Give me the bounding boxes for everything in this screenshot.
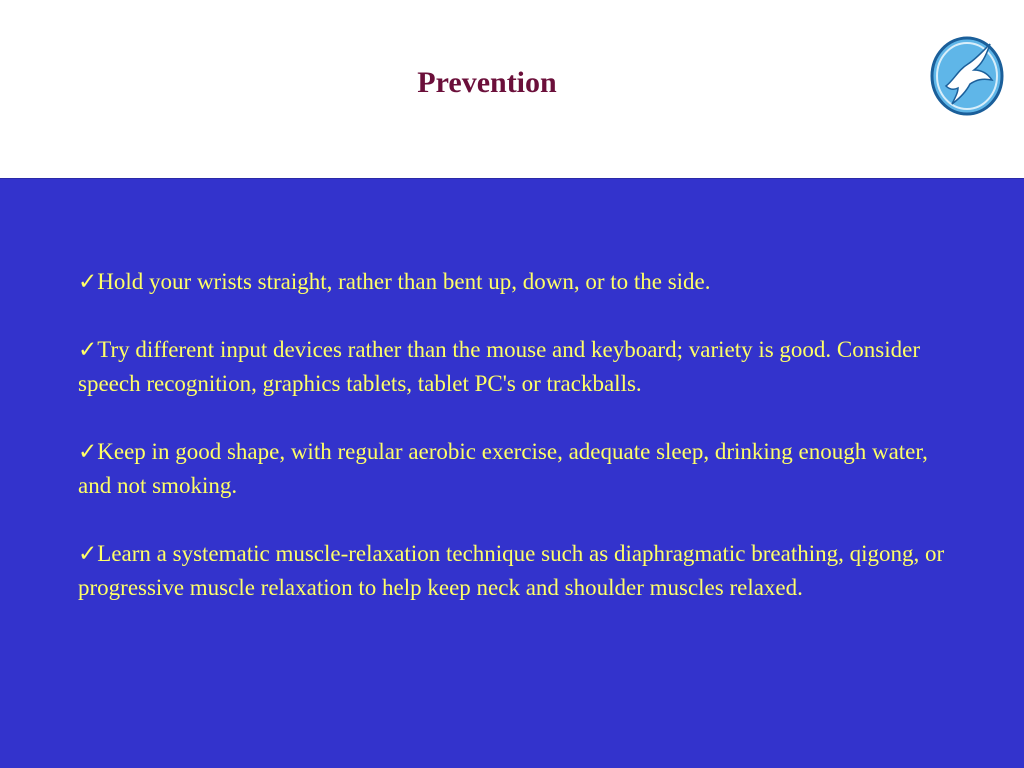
bullet-text: Try different input devices rather than the mouse and keyboard; variety is good. Consider speech recognition, graphics tablets, tablet PC's or trackballs. — [78, 337, 920, 396]
content-panel — [0, 178, 1024, 768]
checkmark-icon: ✓ — [78, 269, 98, 294]
bullet-text: Hold your wrists straight, rather than bent up, down, or to the side. — [97, 269, 711, 294]
bullet-item — [78, 265, 958, 299]
checkmark-icon: ✓ — [78, 439, 98, 464]
slide-header — [0, 0, 1024, 178]
bullet-item — [78, 435, 958, 503]
checkmark-icon: ✓ — [78, 337, 98, 362]
checkmark-icon: ✓ — [78, 541, 98, 566]
bullet-list — [78, 265, 958, 639]
slide-title: Prevention — [417, 66, 557, 99]
bullet-text: Keep in good shape, with regular aerobic exercise, adequate sleep, drinking enough water, and not smoking. — [78, 439, 928, 498]
bullet-item — [78, 333, 958, 401]
bullet-item — [78, 537, 958, 605]
dove-logo-icon — [928, 34, 1006, 118]
bullet-text: Learn a systematic muscle-relaxation technique such as diaphragmatic breathing, qigong, or progressive muscle relaxation to help keep neck and shoulder muscles relaxed. — [78, 541, 945, 600]
